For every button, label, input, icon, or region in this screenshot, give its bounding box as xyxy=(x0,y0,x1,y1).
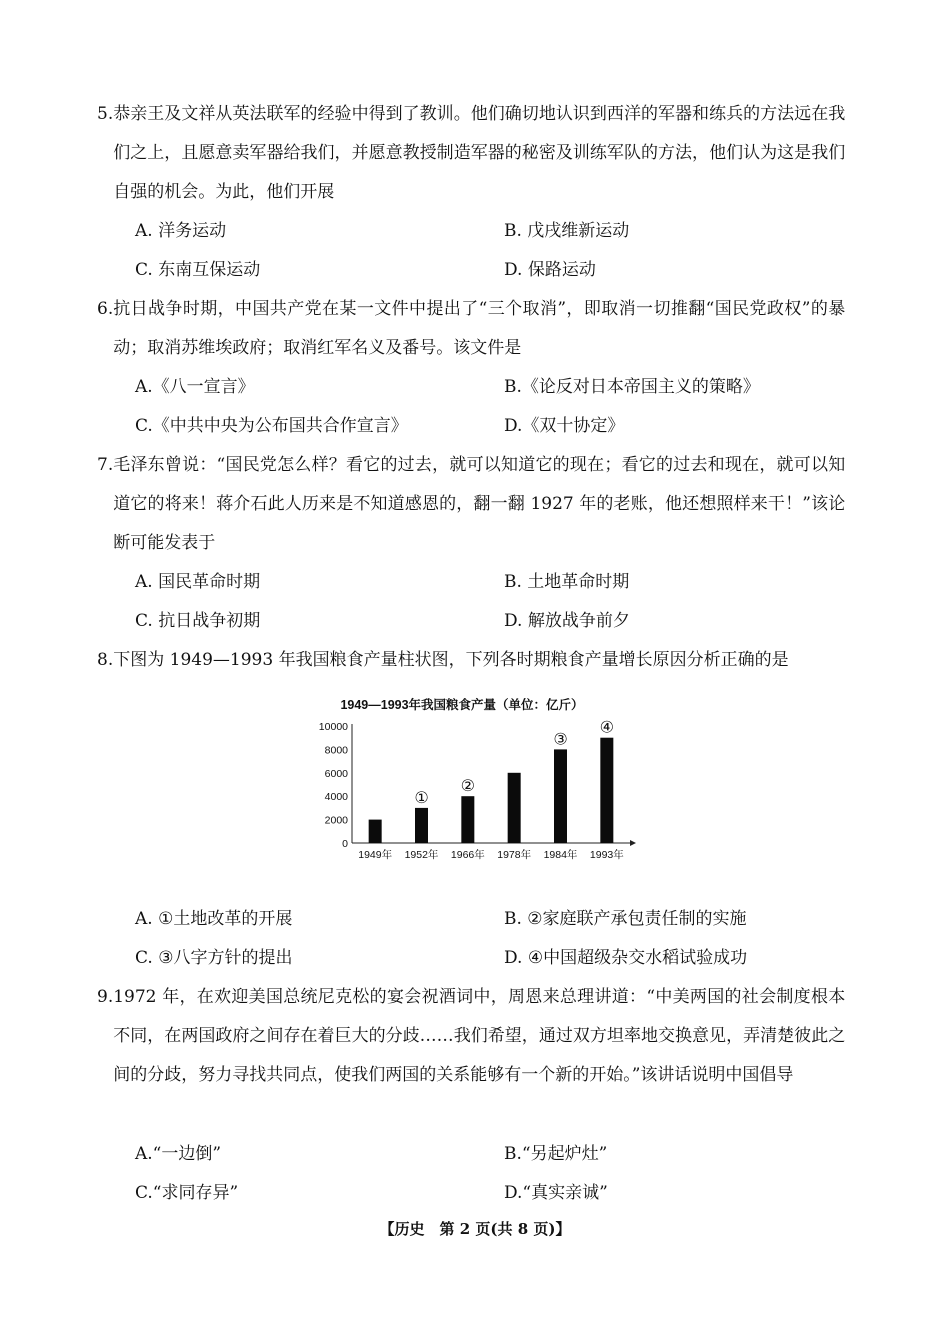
chart-title: 1949—1993年我国粮食产量（单位：亿斤） xyxy=(340,698,584,712)
question-8 xyxy=(97,641,857,680)
bar-1978年 xyxy=(508,773,521,843)
question-9-options-row2 xyxy=(97,1174,857,1213)
question-6-options xyxy=(97,368,857,407)
question-8-options-row2 xyxy=(97,939,857,978)
y-tick-label: 2000 xyxy=(324,814,348,827)
bar-marker: ④ xyxy=(599,717,615,737)
question-9-options xyxy=(97,1135,857,1174)
question-5-options xyxy=(97,212,857,251)
bar-1949年 xyxy=(369,820,382,843)
bar-1984年 xyxy=(554,749,567,843)
question-7-options xyxy=(97,563,857,602)
q8-option-a[interactable]: A. ①土地改革的开展 xyxy=(135,909,293,929)
bar-1966年 xyxy=(461,796,474,843)
question-5-stem: 5.恭亲王及文祥从英法联军的经验中得到了教训。他们确切地认识到西洋的军器和练兵的方法远在我们之上，且愿意卖军器给我们，并愿意教授制造军器的秘密及训练军队的方法，他们认为这是我们自强的机会。为此，他们开展 xyxy=(97,104,846,202)
question-8-number: 8. xyxy=(97,650,114,670)
q5-option-c[interactable]: C. 东南互保运动 xyxy=(135,260,261,280)
question-8-stem: 8.下图为 1949—1993 年我国粮食产量柱状图，下列各时期粮食产量增长原因分析正确的是 xyxy=(97,650,789,670)
y-tick-label: 4000 xyxy=(324,791,348,804)
question-6-options-row2 xyxy=(97,407,857,446)
question-5 xyxy=(97,95,857,212)
q7-option-c[interactable]: C. 抗日战争初期 xyxy=(135,611,261,631)
x-tick-label: 1984年 xyxy=(543,849,578,861)
y-tick-label: 10000 xyxy=(318,721,348,733)
bar-1993年 xyxy=(600,738,613,843)
bar-marker: ③ xyxy=(553,729,568,749)
question-5-number: 5. xyxy=(97,104,114,124)
question-7-stem: 7.毛泽东曾说：“国民党怎么样？看它的过去，就可以知道它的现在；看它的过去和现在，就可以知道它的将来！蒋介石此人历来是不知道感恩的，翻一翻 1927 年的老账，他还想照样来干！”该论断可能发表于 xyxy=(97,455,846,553)
q7-option-b[interactable]: B. 土地革命时期 xyxy=(504,572,630,592)
question-7-number: 7. xyxy=(97,455,114,475)
question-7 xyxy=(97,446,857,563)
question-9-number: 9. xyxy=(97,987,114,1007)
q5-option-b[interactable]: B. 戊戌维新运动 xyxy=(504,221,630,241)
question-6-stem: 6.抗日战争时期，中国共产党在某一文件中提出了“三个取消”，即取消一切推翻“国民党政权”的暴动；取消苏维埃政府；取消红军名义及番号。该文件是 xyxy=(97,299,846,358)
q5-option-d[interactable]: D. 保路运动 xyxy=(504,260,596,280)
bar-1952年 xyxy=(415,808,428,843)
q8-option-c[interactable]: C. ③八字方针的提出 xyxy=(135,948,293,968)
x-tick-label: 1952年 xyxy=(404,849,439,861)
question-5-options-row2 xyxy=(97,251,857,290)
q6-option-d[interactable]: D.《双十协定》 xyxy=(504,416,625,436)
q8-option-d[interactable]: D. ④中国超级杂交水稻试验成功 xyxy=(504,948,748,968)
x-tick-label: 1978年 xyxy=(497,849,532,861)
q9-option-a[interactable]: A.“一边倒” xyxy=(135,1144,222,1164)
q8-option-b[interactable]: B. ②家庭联产承包责任制的实施 xyxy=(504,909,747,929)
question-6-number: 6. xyxy=(97,299,114,319)
q6-option-a[interactable]: A.《八一宣言》 xyxy=(135,377,255,397)
y-tick-label: 0 xyxy=(342,838,348,850)
bar-marker: ② xyxy=(460,776,476,796)
q9-option-d[interactable]: D.“真实亲诚” xyxy=(504,1183,608,1203)
q5-option-a[interactable]: A. 洋务运动 xyxy=(135,221,227,241)
question-9-stem: 9.1972 年，在欢迎美国总统尼克松的宴会祝酒词中，周恩来总理讲道：“中美两国的社会制度根本不同，在两国政府之间存在着巨大的分歧……我们希望，通过双方坦率地交换意见，弄清楚彼此之间的分歧，努力寻找共同点，使我们两国的关系能够有一个新的开始。”该讲话说明中国倡导 xyxy=(97,987,846,1085)
bar-marker: ① xyxy=(414,787,429,807)
question-8-options xyxy=(97,900,857,939)
page-footer: 【历史 第 2 页(共 8 页)】 xyxy=(379,1220,571,1238)
q6-option-b[interactable]: B.《论反对日本帝国主义的策略》 xyxy=(504,377,760,397)
y-tick-label: 6000 xyxy=(324,767,348,780)
x-tick-label: 1949年 xyxy=(358,849,393,861)
grain-output-chart xyxy=(300,690,660,870)
q6-option-c[interactable]: C.《中共中央为公布国共合作宣言》 xyxy=(135,416,408,436)
q7-option-a[interactable]: A. 国民革命时期 xyxy=(135,572,261,592)
q9-option-b[interactable]: B.“另起炉灶” xyxy=(504,1144,608,1164)
question-7-options-row2 xyxy=(97,602,857,641)
q7-option-d[interactable]: D. 解放战争前夕 xyxy=(504,611,630,631)
grain-output-chart-svg xyxy=(300,690,660,870)
x-tick-label: 1993年 xyxy=(589,849,624,861)
x-tick-label: 1966年 xyxy=(450,849,485,861)
question-6 xyxy=(97,290,857,368)
question-9 xyxy=(97,978,857,1095)
q9-option-c[interactable]: C.“求同存异” xyxy=(135,1183,239,1203)
y-tick-label: 8000 xyxy=(324,744,348,757)
x-axis-arrow xyxy=(630,840,636,846)
